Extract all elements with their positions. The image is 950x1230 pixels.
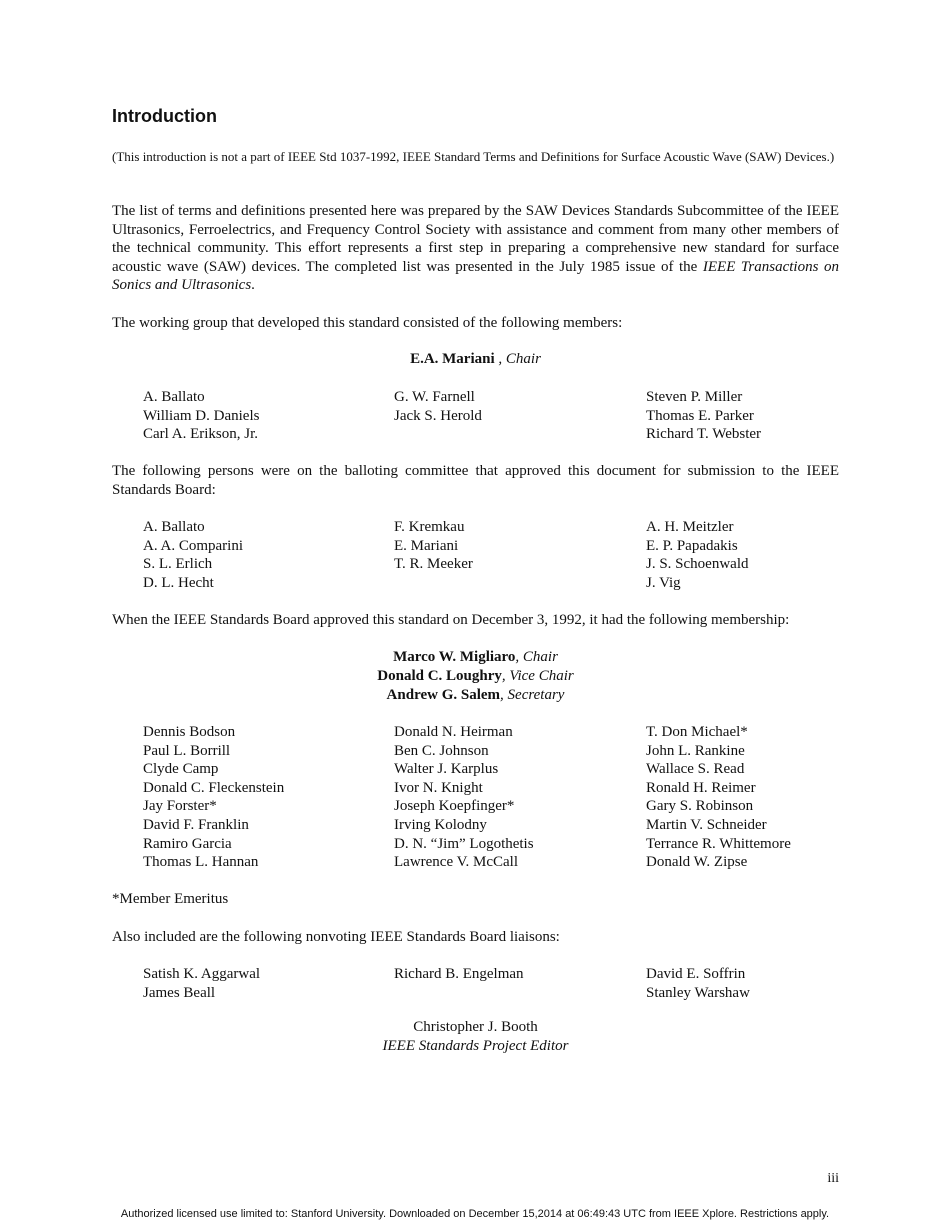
project-editor — [112, 1018, 839, 1056]
member-name: Thomas L. Hannan — [143, 854, 259, 871]
officer-name: Andrew G. Salem — [386, 687, 501, 703]
liaison-intro: Also included are the following nonvoting IEEE Standards Board liaisons: — [112, 929, 560, 945]
ballot-column-2 — [394, 518, 473, 574]
member-name: A. Ballato — [143, 389, 205, 405]
member-name: Ronald H. Reimer — [646, 779, 756, 796]
working-group-chair — [112, 350, 839, 369]
member-name: Ramiro Garcia — [143, 835, 232, 852]
officer-role: , Secretary — [500, 687, 565, 703]
member-name: Steven P. Miller — [646, 389, 743, 405]
intro-paragraph — [112, 202, 839, 295]
member-emeritus-note: *Member Emeritus — [112, 891, 229, 907]
officer-role: , Chair — [515, 649, 558, 665]
member-name: A. H. Meitzler — [646, 519, 734, 535]
ballot-column-1 — [143, 518, 243, 592]
member-name: Clyde Camp — [143, 761, 219, 778]
member-name: Thomas E. Parker — [646, 407, 754, 424]
officer-vice-chair — [112, 667, 839, 686]
member-name: T. R. Meeker — [394, 556, 473, 573]
ballot-intro: The following persons were on the balloting committee that approved this document for submission to the IEEE Standards Board: — [112, 463, 839, 498]
member-name: Terrance R. Whittemore — [646, 835, 791, 852]
member-name: Wallace S. Read — [646, 761, 745, 778]
officer-name: Marco W. Migliaro — [393, 649, 516, 665]
member-name: Richard B. Engelman — [394, 966, 524, 982]
member-name: Paul L. Borrill — [143, 742, 231, 759]
member-name: Irving Kolodny — [394, 816, 487, 833]
member-name: Donald N. Heirman — [394, 724, 513, 740]
member-name: Stanley Warshaw — [646, 984, 750, 1001]
member-name: David F. Franklin — [143, 816, 249, 833]
member-name: Donald W. Zipse — [646, 854, 748, 871]
member-name: A. Ballato — [143, 519, 205, 535]
officer-secretary — [112, 686, 839, 705]
member-name: Lawrence V. McCall — [394, 854, 518, 871]
wg-column-1 — [143, 388, 259, 444]
member-name: Walter J. Karplus — [394, 761, 499, 778]
liaison-column-3 — [646, 965, 750, 1002]
member-name: J. S. Schoenwald — [646, 556, 749, 573]
member-name: Martin V. Schneider — [646, 816, 767, 833]
member-name: Ivor N. Knight — [394, 779, 483, 796]
member-name: Satish K. Aggarwal — [143, 966, 261, 982]
wg-column-3 — [646, 388, 761, 444]
member-name: F. Kremkau — [394, 519, 465, 535]
member-name: Jay Forster* — [143, 798, 217, 815]
member-name: Dennis Bodson — [143, 724, 236, 740]
editor-title: IEEE Standards Project Editor — [382, 1038, 569, 1054]
officer-role: , Vice Chair — [501, 668, 574, 684]
member-name: E. P. Papadakis — [646, 537, 738, 554]
editor-name: Christopher J. Booth — [413, 1019, 538, 1035]
board-column-3 — [646, 723, 791, 872]
intro-note: (This introduction is not a part of IEEE Std 1037-1992, IEEE Standard Terms and Definitions for Surface Acoustic Wave (SAW) Devices.) — [112, 149, 835, 164]
member-name: A. A. Comparini — [143, 537, 243, 554]
journal-title: IEEE Transactions on Sonics and Ultrasonics — [112, 258, 839, 294]
liaison-column-1 — [143, 965, 260, 1002]
working-group-intro: The working group that developed this standard consisted of the following members: — [112, 315, 623, 331]
liaison-column-2 — [394, 965, 524, 984]
member-name: Ben C. Johnson — [394, 742, 489, 759]
member-name: James Beall — [143, 984, 216, 1001]
member-name: G. W. Farnell — [394, 389, 475, 405]
member-name: William D. Daniels — [143, 407, 260, 424]
ballot-column-3 — [646, 518, 749, 592]
officer-chair — [112, 648, 839, 667]
member-name: D. L. Hecht — [143, 574, 214, 591]
member-name: D. N. “Jim” Logothetis — [394, 835, 534, 852]
member-name: Donald C. Fleckenstein — [143, 779, 285, 796]
officer-name: Donald C. Loughry — [377, 668, 502, 684]
member-name: Carl A. Erikson, Jr. — [143, 426, 258, 443]
intro-paragraph-text: The list of terms and definitions presented here was prepared by the SAW Devices Standards Subcommittee of the IEEE Ultrasonics, Ferroelectrics, and Frequency Control Society with assistance and comment from many other members of the technical community. This effort represents a first step in preparing a comprehensive new standard for surface acoustic wave (SAW) devices. The completed list was presented in the July 1985 issue of the — [112, 203, 839, 275]
member-name: E. Mariani — [394, 537, 459, 554]
page-number: iii — [827, 1171, 839, 1186]
board-officers — [112, 648, 839, 705]
wg-column-2 — [394, 388, 482, 425]
intro-paragraph-end: . — [251, 277, 255, 294]
member-name: David E. Soffrin — [646, 966, 746, 982]
chair-role: , Chair — [498, 351, 541, 367]
member-name: S. L. Erlich — [143, 556, 213, 573]
member-name: John L. Rankine — [646, 742, 745, 759]
board-column-1 — [143, 723, 284, 872]
board-column-2 — [394, 723, 534, 872]
member-name: Jack S. Herold — [394, 407, 482, 424]
member-name: Gary S. Robinson — [646, 798, 754, 815]
section-heading: Introduction — [112, 106, 217, 126]
license-footer: Authorized licensed use limited to: Stanford University. Downloaded on December 15,2014 at 06:49:43 UTC from IEEE Xplore. Restrictions apply. — [120, 1208, 830, 1220]
member-name: Richard T. Webster — [646, 426, 762, 443]
board-intro: When the IEEE Standards Board approved this standard on December 3, 1992, it had the following membership: — [112, 612, 790, 628]
member-name: J. Vig — [646, 574, 681, 591]
member-name: Joseph Koepfinger* — [394, 798, 515, 815]
member-name: T. Don Michael* — [646, 724, 748, 740]
chair-name: E.A. Mariani — [410, 351, 495, 367]
